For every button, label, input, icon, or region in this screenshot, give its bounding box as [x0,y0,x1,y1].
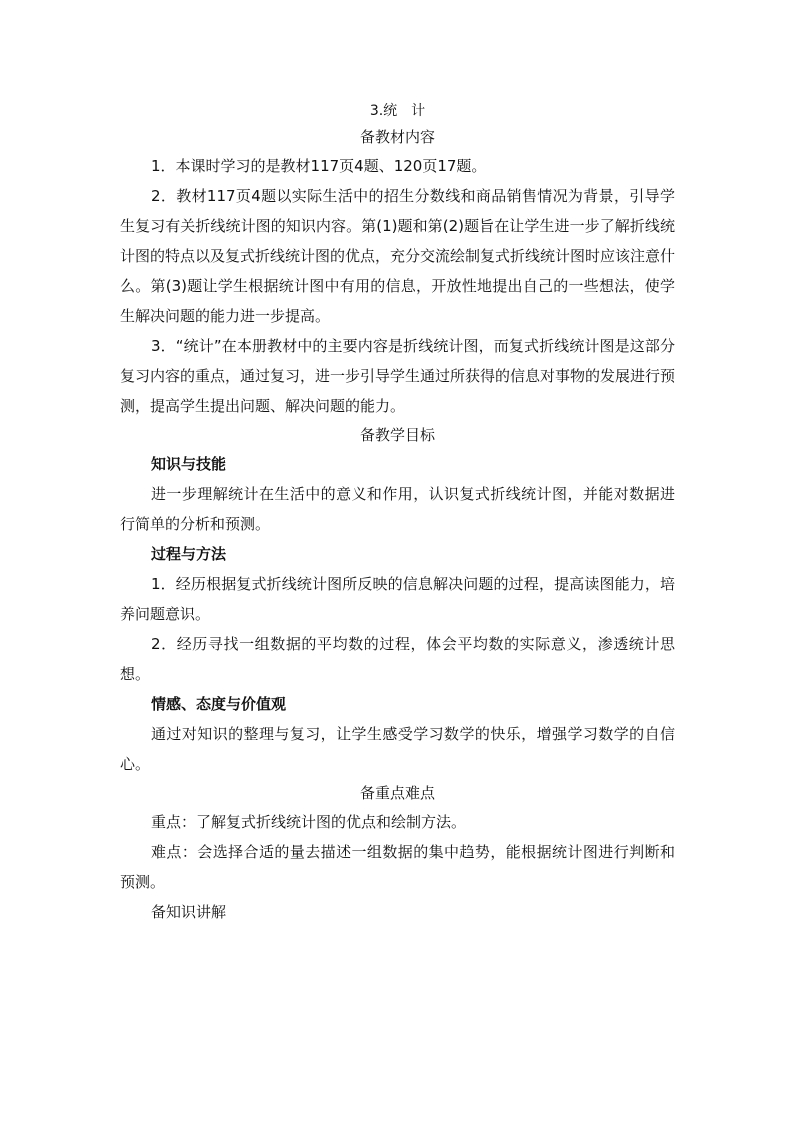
section-heading-knowledge: 备知识讲解 [151,903,227,921]
subheading-emotion-values: 情感、态度与价值观 [151,695,287,713]
paragraph-process-1: 1．经历根据复式折线统计图所反映的信息解决问题的过程，提高读图能力，培养问题意识。 [120,575,675,623]
paragraph-textbook-3: 3．“统计”在本册教材中的主要内容是折线统计图，而复式折线统计图是这部分复习内容的重点，通过复习，进一步引导学生通过所获得的信息对事物的发展进行预测，提高学生提出问题、解决问题的能力。 [120,337,676,415]
document-page [120,100,675,927]
paragraph-knowledge-skills: 进一步理解统计在生活中的意义和作用，认识复式折线统计图，并能对数据进行简单的分析和预测。 [120,485,675,533]
section-heading-textbook: 备教材内容 [359,128,435,146]
section-heading-goals: 备教学目标 [359,426,435,444]
subheading-process-methods: 过程与方法 [151,545,227,563]
paragraph-focus: 重点：了解复式折线统计图的优点和绘制方法。 [151,813,467,831]
subheading-knowledge-skills: 知识与技能 [151,455,227,473]
paragraph-process-2: 2．经历寻找一组数据的平均数的过程，体会平均数的实际意义，渗透统计思想。 [120,635,675,683]
paragraph-emotion-values: 通过对知识的整理与复习，让学生感受学习数学的快乐，增强学习数学的自信心。 [120,725,675,773]
section-heading-key-points: 备重点难点 [359,784,435,802]
paragraph-textbook-1: 1．本课时学习的是教材117页4题、120页17题。 [151,157,487,175]
paragraph-textbook-2: 2．教材117页4题以实际生活中的招生分数线和商品销售情况为背景，引导学生复习有关折线统计图的知识内容。第(1)题和第(2)题旨在让学生进一步了解折线统计图的特点以及复式折线统计图的优点，充分交流绘制复式折线统计图时应该注意什么。第(3)题让学生根据统计图中有用的信息，开放性地提出自己的一些想法，使学生解决问题的能力进一步提高。 [120,187,676,325]
page-title: 3.统 计 [369,103,426,119]
paragraph-difficulty: 难点：会选择合适的量去描述一组数据的集中趋势，能根据统计图进行判断和预测。 [120,843,675,891]
